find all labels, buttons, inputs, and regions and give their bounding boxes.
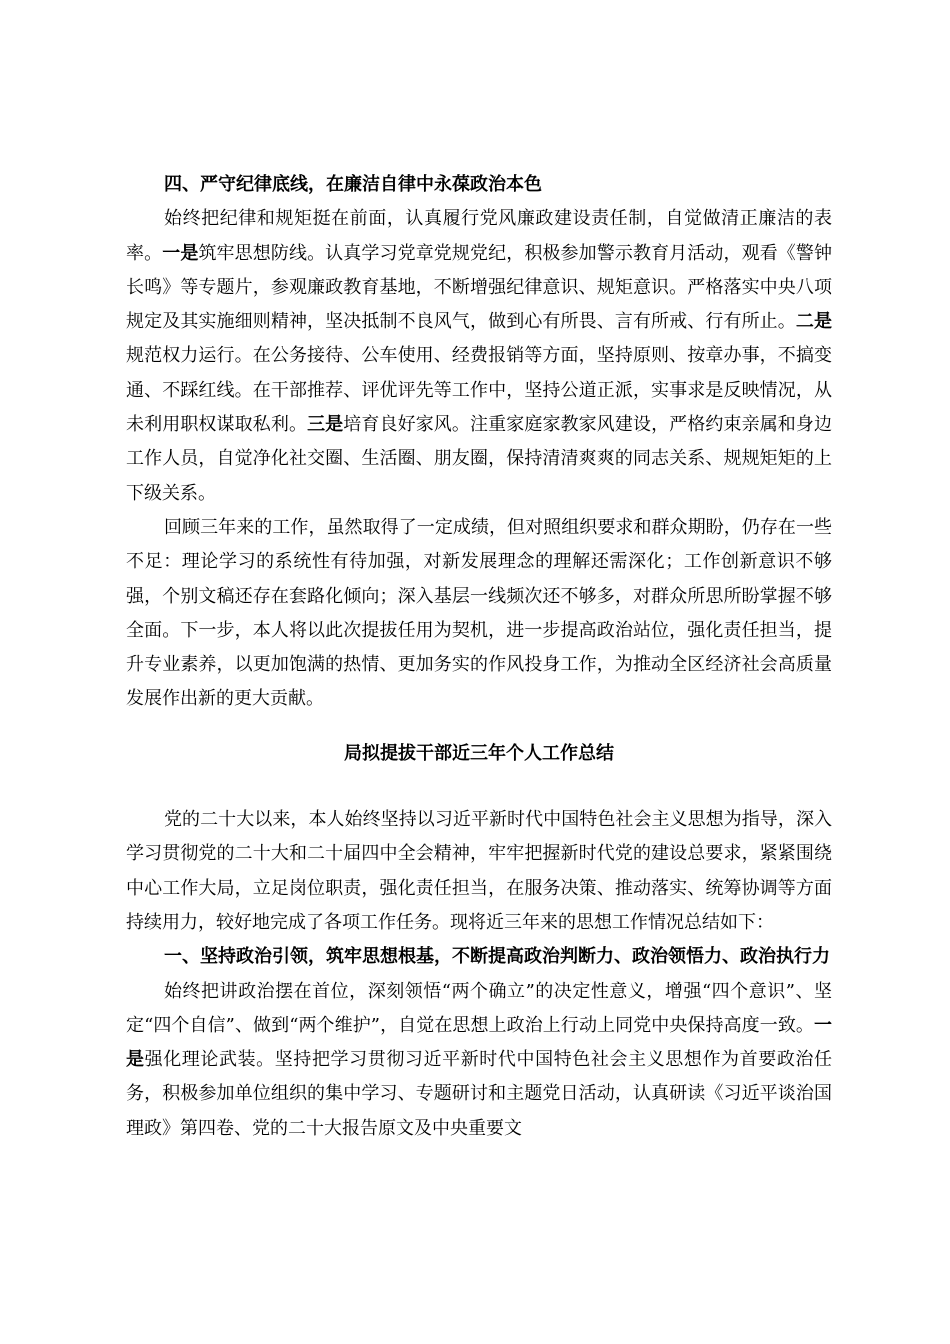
bold-marker-1: 一是 [162,242,199,264]
document-title: 局拟提拔干部近三年个人工作总结 [344,742,614,764]
section-heading-4: 四、严守纪律底线，在廉洁自律中永葆政治本色 [164,174,542,195]
section-heading-1: 一、坚持政治引领，筑牢思想根基，不断提高政治判断力、政治领悟力、政治执行力 [164,946,830,968]
spacer [126,717,832,737]
spacer [126,771,832,803]
document-body [126,168,832,1146]
paragraph-discipline: 始终把纪律和规矩挺在前面，认真履行党风廉政建设责任制，自觉做清正廉洁的表率。一是筑牢思想防线。认真学习党章党规党纪，积极参加警示教育月活动，观看《警钟长鸣》等专题片，参观廉政教育基地，不断增强纪律意识、规矩意识。严格落实中央八项规定及其实施细则精神，坚决抵制不良风气，做到心有所畏、言有所戒、行有所止。二是规范权力运行。在公务接待、公车使用、经费报销等方面，坚持原则、按章办事，不搞变通、不踩红线。在干部推荐、评优评先等工作中，坚持公道正派，实事求是反映情况，从未利用职权谋取私利。三是培育良好家风。注重家庭家教家风建设，严格约束亲属和身边工作人员，自觉净化社交圈、生活圈、朋友圈，保持清清爽爽的同志关系、规规矩矩的上下级关系。 [126,208,833,504]
paragraph-review: 回顾三年来的工作，虽然取得了一定成绩，但对照组织要求和群众期盼，仍存在一些不足：理论学习的系统性有待加强，对新发展理念的理解还需深化；工作创新意识不够强，个别文稿还存在套路化倾向；深入基层一线频次还不够多，对群众所思所盼掌握不够全面。下一步，本人将以此次提拔任用为契机，进一步提高政治站位，强化责任担当，提升专业素养，以更加饱满的热情、更加务实的作风投身工作，为推动全区经济社会高质量发展作出新的更大贡献。 [126,516,832,710]
paragraph-political: 始终把讲政治摆在首位，深刻领悟“两个确立”的决定性意义，增强“四个意识”、坚定“四个自信”、做到“两个维护”，自觉在思想上政治上行动上同党中央保持高度一致。一是强化理论武装。坚持把学习贯彻习近平新时代中国特色社会主义思想作为首要政治任务，积极参加单位组织的集中学习、专题研讨和主题党日活动，认真研读《习近平谈治国理政》第四卷、党的二十大报告原文及中央重要文 [126,980,833,1139]
paragraph-intro: 党的二十大以来，本人始终坚持以习近平新时代中国特色社会主义思想为指导，深入学习贯彻党的二十大和二十届四中全会精神，牢牢把握新时代党的建设总要求，紧紧围绕中心工作大局，立足岗位职责，强化责任担当，在服务决策、推动落实、统筹协调等方面持续用力，较好地完成了各项工作任务。现将近三年来的思想工作情况总结如下： [126,809,832,933]
bold-marker-3: 三是 [307,414,344,436]
bold-marker-4: 一是 [126,1014,832,1071]
bold-marker-2: 二是 [795,311,832,333]
